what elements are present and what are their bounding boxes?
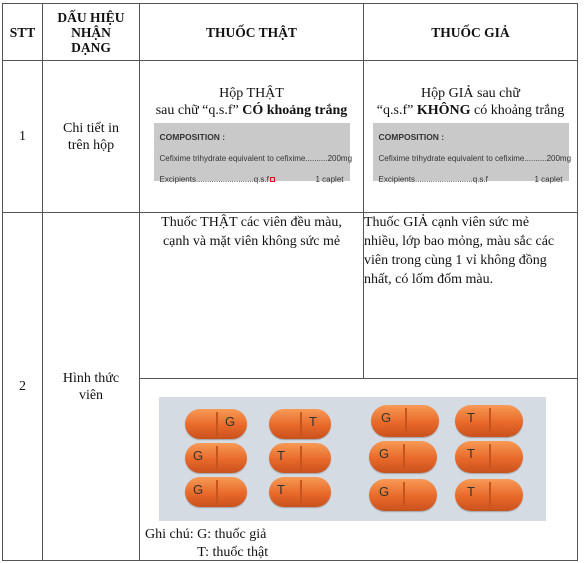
pill-letter: T [467,410,475,425]
pill-letter: T [467,446,475,461]
header-fake: THUỐC GIẢ [364,4,578,61]
space-marker-icon [270,177,275,182]
row-label-line: viên [78,387,104,403]
fake-caption-2 [364,102,577,119]
pill-fake [185,443,247,473]
pill-fake [369,441,437,473]
real-caption-text: sau chữ “q.s.f” [155,103,243,118]
row-label [43,61,140,213]
header-sign-line: NHẬN [71,24,111,40]
pill-fake [369,479,437,511]
fake-description [364,213,578,379]
panel-title: COMPOSITION : [159,132,226,142]
row-label-line: trên hộp [67,137,115,153]
real-caption-1: Hộp THẬT [219,86,284,101]
panel-line-2 [379,171,563,188]
photo-cell [140,379,578,561]
note-line: Ghi chú: G: thuốc giả [145,527,267,542]
header-row [3,4,578,61]
panel-line-2 [160,171,344,188]
pill-letter: T [309,414,317,429]
note-line: T: thuốc thật [145,545,269,560]
pill-real [269,409,331,439]
desc-line: nhất, có lốm đốm màu. [364,272,494,287]
pill-letter: T [467,484,475,499]
pill-letter: G [381,410,392,425]
pill-real [269,477,331,507]
header-sign-line: DẤU HIỆU [57,9,125,25]
desc-line: viên trong cùng 1 vỉ không đồng [364,253,547,268]
pill-letter: G [379,446,390,461]
panel-line-1-left: Cefixime trihydrate equivalent to cefixime.......... [159,154,328,163]
panel-line-1 [159,150,353,167]
row-label-line: Chi tiết in [63,120,119,136]
pill-fake [185,477,247,507]
header-stt: STT [3,4,43,61]
real-caption-2 [140,102,363,119]
desc-line: cạnh và mặt viên không sức mẻ [162,234,341,249]
fake-caption-text: “q.s.f” [376,103,417,118]
panel-line-1-right: 200mg [327,154,353,163]
real-composition-panel [154,123,353,184]
fake-caption-text-end: có khoảng trắng [470,103,565,118]
header-sign-line: DẠNG [71,39,111,55]
row-box-print [3,61,578,213]
row-pill-desc [3,213,578,379]
header-sign [43,4,140,61]
pill-letter: T [277,448,285,463]
panel-title: COMPOSITION : [378,132,445,142]
pill-real [269,443,331,473]
real-caption-emphasis: CÓ khoảng trắng [242,103,348,118]
pill-real [455,441,523,473]
pill-real [455,405,523,437]
pill-letter: T [277,482,285,497]
fake-caption-1: Hộp GIẢ sau chữ [421,86,520,101]
row-number: 2 [3,213,43,561]
desc-line: Thuốc GIẢ cạnh viên sức mẻ [364,215,530,230]
photo-note [145,526,268,562]
panel-line-2-right: 1 caplet [315,175,344,184]
pill-fake [185,409,247,439]
pill-fake [371,405,439,437]
real-box-cell [140,61,364,213]
fake-box-cell [364,61,578,213]
panel-line-2-left: Excipients..........................q.s.f [159,175,269,184]
pill-letter: G [193,448,204,463]
real-description [140,213,364,379]
pill-letter: G [225,414,236,429]
pill-letter: G [193,482,204,497]
comparison-table [2,3,578,561]
pill-photo [159,397,546,521]
row-label [43,213,140,561]
panel-line-1 [378,150,572,167]
panel-line-1-right: 200mg [546,154,572,163]
panel-line-2-right: 1 caplet [534,175,563,184]
desc-line: Thuốc THẬT các viên đều màu, [161,215,342,230]
row-number: 1 [3,61,43,213]
fake-caption-emphasis: KHÔNG [416,103,471,118]
panel-line-1-left: Cefixime trihydrate equivalent to cefixime.......... [378,154,547,163]
panel-line-2-left: Excipients..........................q.s.f [378,175,488,184]
pill-real [455,479,523,511]
pill-letter: G [379,484,390,499]
header-real: THUỐC THẬT [140,4,364,61]
desc-line: nhiều, lớp bao mỏng, màu sắc các [364,234,555,249]
fake-composition-panel [373,123,572,184]
row-label-line: Hình thức [62,370,120,386]
